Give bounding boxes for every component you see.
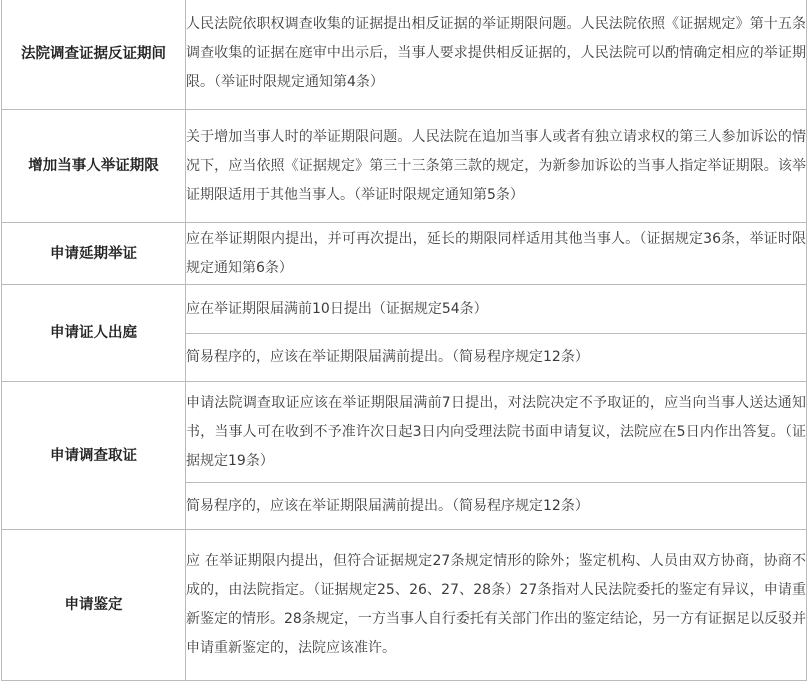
row-label: 增加当事人举证期限 (2, 110, 186, 223)
table-row (2, 530, 807, 681)
row-content: 关于增加当事人时的举证期限问题。人民法院在追加当事人或者有独立请求权的第三人参加诉讼的情况下，应当依照《证据规定》第三十三条第三款的规定，为新参加诉讼的当事人指定举证期限。该举证期限适用于其他当事人。（举证时限规定通知第5条） (186, 110, 807, 223)
row-content: 应在举证期限届满前10日提出（证据规定54条） (186, 285, 807, 334)
row-label: 申请延期举证 (2, 223, 186, 285)
table-row (2, 223, 807, 285)
table-row (2, 285, 807, 334)
row-label: 法院调查证据反证期间 (2, 0, 186, 110)
row-content: 简易程序的，应该在举证期限届满前提出。（简易程序规定12条） (186, 483, 807, 530)
table-row (2, 0, 807, 110)
table-row (2, 110, 807, 223)
row-content: 应在举证期限内提出，并可再次提出，延长的期限同样适用其他当事人。（证据规定36条，举证时限规定通知第6条） (186, 223, 807, 285)
row-label: 申请证人出庭 (2, 285, 186, 382)
row-label: 申请鉴定 (2, 530, 186, 681)
row-label: 申请调查取证 (2, 382, 186, 530)
row-content: 应 在举证期限内提出，但符合证据规定27条规定情形的除外；鉴定机构、人员由双方协商，协商不成的，由法院指定。（证据规定25、26、27、28条）27条指对人民法院委托的鉴定有异议，申请重新鉴定的情形。28条规定，一方当事人自行委托有关部门作出的鉴定结论，另一方有证据足以反驳并申请重新鉴定的，法院应该准许。 (186, 530, 807, 681)
row-content: 简易程序的，应该在举证期限届满前提出。（简易程序规定12条） (186, 334, 807, 382)
table-row (2, 382, 807, 483)
row-content: 人民法院依职权调查收集的证据提出相反证据的举证期限问题。人民法院依照《证据规定》第十五条调查收集的证据在庭审中出示后，当事人要求提供相反证据的，人民法院可以酌情确定相应的举证期限。（举证时限规定通知第4条） (186, 0, 807, 110)
rules-table (1, 0, 807, 681)
row-content: 申请法院调查取证应该在举证期限届满前7日提出，对法院决定不予取证的，应当向当事人送达通知书，当事人可在收到不予准许次日起3日内向受理法院书面申请复议，法院应在5日内作出答复。（证据规定19条） (186, 382, 807, 483)
